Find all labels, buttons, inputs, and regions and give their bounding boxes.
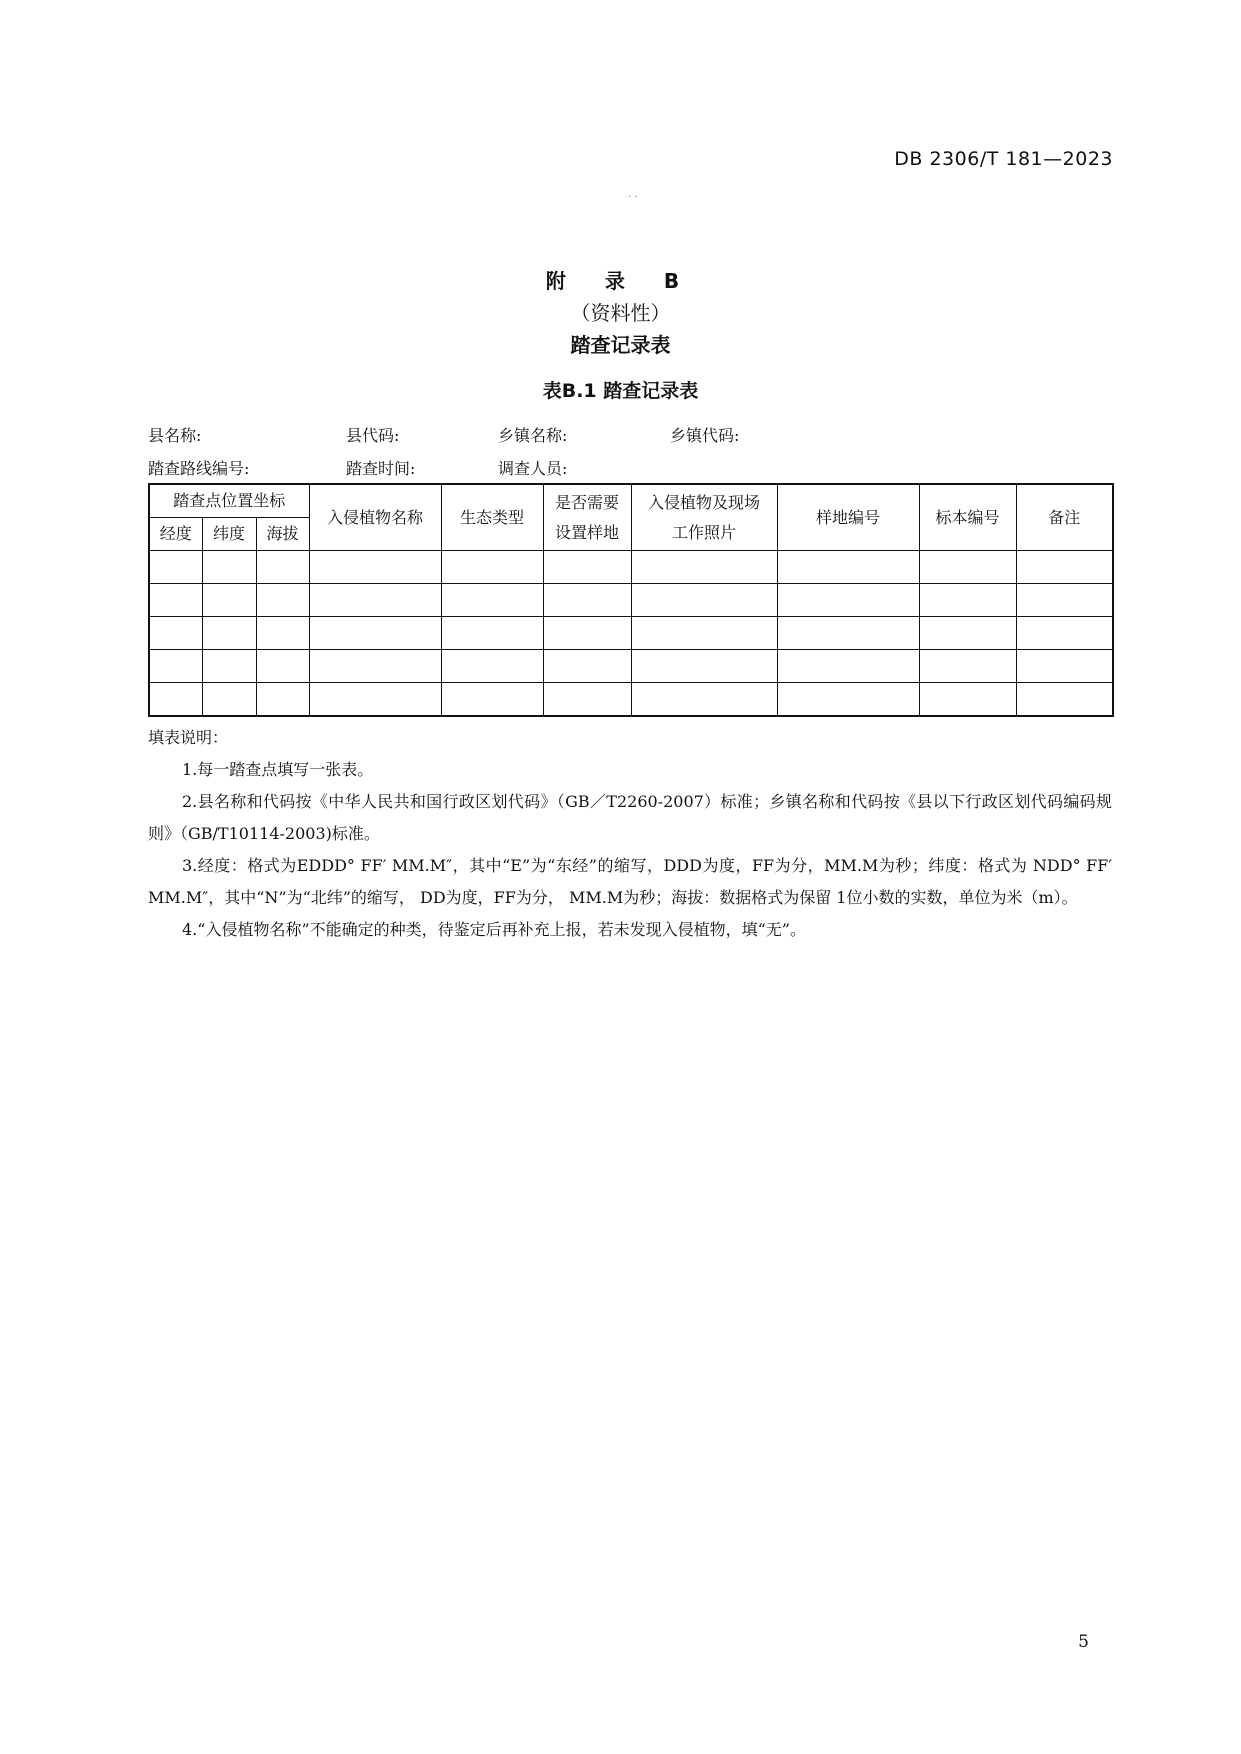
table-cell[interactable] [919, 551, 1016, 584]
need-plot-header [543, 484, 631, 551]
table-cell[interactable] [777, 617, 919, 650]
table-cell[interactable] [202, 683, 256, 717]
table-cell[interactable] [631, 683, 777, 717]
table-cell[interactable] [631, 650, 777, 683]
specimen-number-header: 标本编号 [919, 484, 1016, 551]
instruction-item-1: 1.每一踏查点填写一张表。 [182, 760, 374, 779]
table-cell[interactable] [919, 584, 1016, 617]
table-cell[interactable] [1016, 617, 1113, 650]
plant-name-header: 入侵植物名称 [309, 484, 441, 551]
instruction-item-4: 4.“入侵植物名称”不能确定的种类，待鉴定后再补充上报，若未发现入侵植物，填“无”。 [182, 920, 806, 939]
table-cell[interactable] [202, 617, 256, 650]
photo-line-2: 工作照片 [672, 522, 737, 542]
table-cell[interactable] [631, 584, 777, 617]
table-cell[interactable] [441, 551, 543, 584]
table-cell[interactable] [543, 650, 631, 683]
table-cell[interactable] [777, 650, 919, 683]
coord-group-header: 踏查点位置坐标 [149, 484, 309, 518]
table-cell[interactable] [543, 617, 631, 650]
table-cell[interactable] [202, 584, 256, 617]
table-cell[interactable] [256, 551, 309, 584]
longitude-header: 经度 [149, 518, 202, 551]
table-cell[interactable] [543, 584, 631, 617]
photo-line-1: 入侵植物及现场 [648, 492, 761, 512]
table-cell[interactable] [777, 683, 919, 717]
appendix-label: 附 录 B [545, 269, 696, 293]
instruction-item-2: 2.县名称和代码按《中华人民共和国行政区划代码》（GB／T2260-2007）标准；乡镇名称和代码按《县以下行政区划代码编码规则》（GB/T10114-2003)标准。 [148, 792, 1112, 843]
table-row [149, 683, 1113, 717]
table-cell[interactable] [1016, 683, 1113, 717]
table-row [149, 551, 1113, 584]
table-row [149, 584, 1113, 617]
table-title: 表B.1 踏查记录表 [542, 380, 699, 402]
table-cell[interactable] [441, 650, 543, 683]
table-cell[interactable] [309, 650, 441, 683]
table-cell[interactable] [202, 650, 256, 683]
decorative-dots: · · [628, 192, 638, 203]
table-row [149, 650, 1113, 683]
appendix-type: （资料性） [570, 301, 671, 325]
table-cell[interactable] [1016, 650, 1113, 683]
table-cell[interactable] [919, 683, 1016, 717]
table-cell[interactable] [309, 584, 441, 617]
table-cell[interactable] [256, 650, 309, 683]
altitude-header: 海拔 [256, 518, 309, 551]
table-row [149, 617, 1113, 650]
eco-type-header: 生态类型 [441, 484, 543, 551]
page-number: 5 [1078, 1632, 1089, 1652]
table-cell[interactable] [256, 617, 309, 650]
county-name-label: 县名称: [148, 426, 202, 445]
table-cell[interactable] [1016, 551, 1113, 584]
town-code-label: 乡镇代码: [670, 426, 740, 445]
table-cell[interactable] [919, 617, 1016, 650]
table-cell[interactable] [441, 683, 543, 717]
surveyor-label: 调查人员: [498, 459, 568, 478]
latitude-header: 纬度 [202, 518, 256, 551]
table-cell[interactable] [777, 584, 919, 617]
table-cell[interactable] [441, 617, 543, 650]
table-cell[interactable] [256, 584, 309, 617]
table-cell[interactable] [149, 650, 202, 683]
table-cell[interactable] [309, 551, 441, 584]
table-cell[interactable] [777, 551, 919, 584]
document-code: DB 2306/T 181—2023 [894, 148, 1113, 170]
appendix-title: 踏查记录表 [570, 333, 671, 357]
table-cell[interactable] [919, 650, 1016, 683]
survey-record-table [148, 483, 1114, 717]
table-cell[interactable] [149, 683, 202, 717]
route-number-label: 踏查路线编号: [148, 459, 250, 478]
county-code-label: 县代码: [346, 426, 400, 445]
need-plot-line-2: 设置样地 [555, 522, 620, 542]
need-plot-line-1: 是否需要 [555, 492, 620, 512]
table-cell[interactable] [309, 683, 441, 717]
town-name-label: 乡镇名称: [498, 426, 568, 445]
table-cell[interactable] [149, 584, 202, 617]
instructions-heading: 填表说明： [148, 728, 229, 747]
instruction-item-3: 3.经度：格式为EDDD° FF′ MM.M″，其中“E”为“东经”的缩写，DDD为度，FF为分，MM.M为秒；纬度：格式为 NDD° FF′ MM.M″，其中“N”为“北纬”的缩写， DD为度，FF为分， MM.M为秒；海拔：数据格式为保留 1位小数的实数，单位为米（m）。 [148, 856, 1112, 907]
filling-instructions [148, 722, 1112, 946]
table-cell[interactable] [202, 551, 256, 584]
table-cell[interactable] [149, 551, 202, 584]
table-cell[interactable] [543, 683, 631, 717]
photo-header [631, 484, 777, 551]
table-cell[interactable] [149, 617, 202, 650]
table-cell[interactable] [309, 617, 441, 650]
plot-number-header: 样地编号 [777, 484, 919, 551]
table-cell[interactable] [441, 584, 543, 617]
survey-time-label: 踏查时间: [346, 459, 416, 478]
table-cell[interactable] [256, 683, 309, 717]
remark-header: 备注 [1016, 484, 1113, 551]
table-cell[interactable] [1016, 584, 1113, 617]
table-cell[interactable] [631, 617, 777, 650]
table-cell[interactable] [543, 551, 631, 584]
table-cell[interactable] [631, 551, 777, 584]
